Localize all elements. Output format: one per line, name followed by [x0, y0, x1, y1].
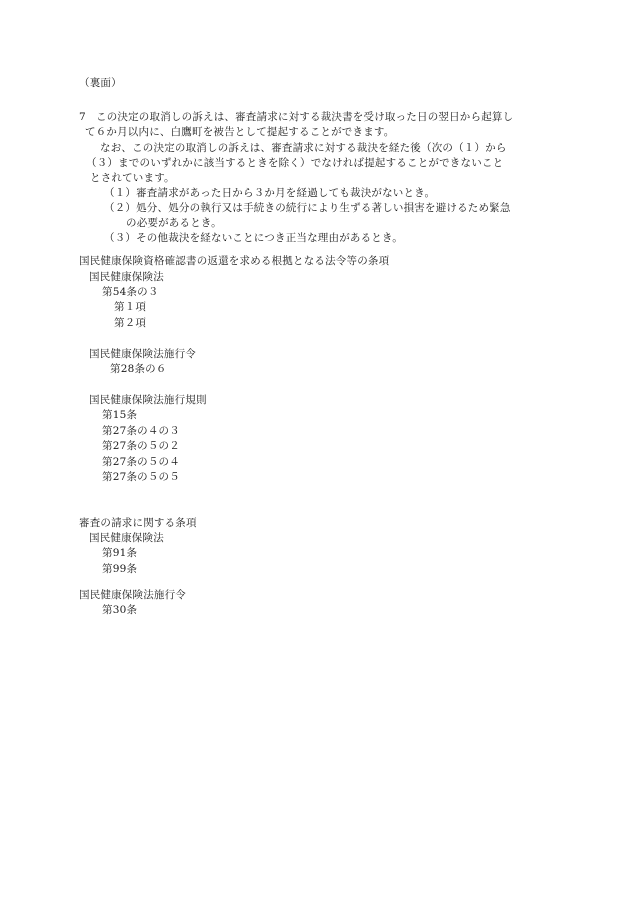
section-7-paragraph-2-line-3: とされています。 — [90, 172, 175, 184]
basis-rule-article: 第27条の５の２ — [102, 440, 180, 452]
section-7-paragraph-1-line-1: この決定の取消しの訴えは、審査請求に対する裁決書を受け取った日の翌日から起算し — [96, 111, 514, 123]
basis-heading: 国民健康保険資格確認書の返還を求める根拠となる法令等の条項 — [79, 255, 390, 267]
basis-order-article: 第28条の６ — [110, 363, 167, 375]
appeal-order-title: 国民健康保険法施行令 — [79, 589, 186, 601]
section-7-paragraph-1-line-2: て６か月以内に、白鷹町を被告として提起することができます。 — [85, 126, 395, 138]
section-7-item-1: （１）審査請求があった日から３か月を経過しても裁決がないとき。 — [104, 187, 436, 199]
basis-rule-article: 第27条の５の５ — [102, 471, 180, 483]
basis-law-article: 第54条の３ — [102, 286, 159, 298]
section-7-item-3: （３）その他裁決を経ないことにつき正当な理由があるとき。 — [104, 232, 403, 244]
page-side-label: （裏面） — [79, 77, 122, 89]
basis-order-title: 国民健康保険法施行令 — [89, 348, 196, 360]
appeal-law-article: 第99条 — [102, 563, 138, 575]
basis-rule-article: 第27条の５の４ — [102, 456, 180, 468]
section-7-paragraph-2-line-2: （３）までのいずれかに該当するときを除く）でなければ提起することができないこと — [86, 157, 504, 169]
basis-rule-title: 国民健康保険法施行規則 — [89, 394, 207, 406]
section-7-item-2-line-2: の必要があるとき。 — [126, 217, 222, 229]
appeal-law-title: 国民健康保険法 — [89, 532, 164, 544]
basis-law-title: 国民健康保険法 — [89, 271, 164, 283]
appeal-heading: 審査の請求に関する条項 — [79, 517, 197, 529]
appeal-order-article: 第30条 — [102, 604, 138, 616]
appeal-law-article: 第91条 — [102, 547, 138, 559]
basis-rule-article: 第15条 — [102, 409, 138, 421]
section-7-number: 7 — [79, 111, 86, 123]
section-7-paragraph-2-line-1: なお、この決定の取消しの訴えは、審査請求に対する裁決を経た後（次の（１）から — [100, 142, 507, 154]
basis-rule-article: 第27条の４の３ — [102, 425, 180, 437]
section-7-item-2-line-1: （２）処分、処分の執行又は手続きの続行により生ずる著しい損害を避けるため緊急 — [104, 202, 511, 214]
basis-law-paragraph-2: 第２項 — [114, 317, 147, 329]
basis-law-paragraph-1: 第１項 — [114, 301, 147, 313]
